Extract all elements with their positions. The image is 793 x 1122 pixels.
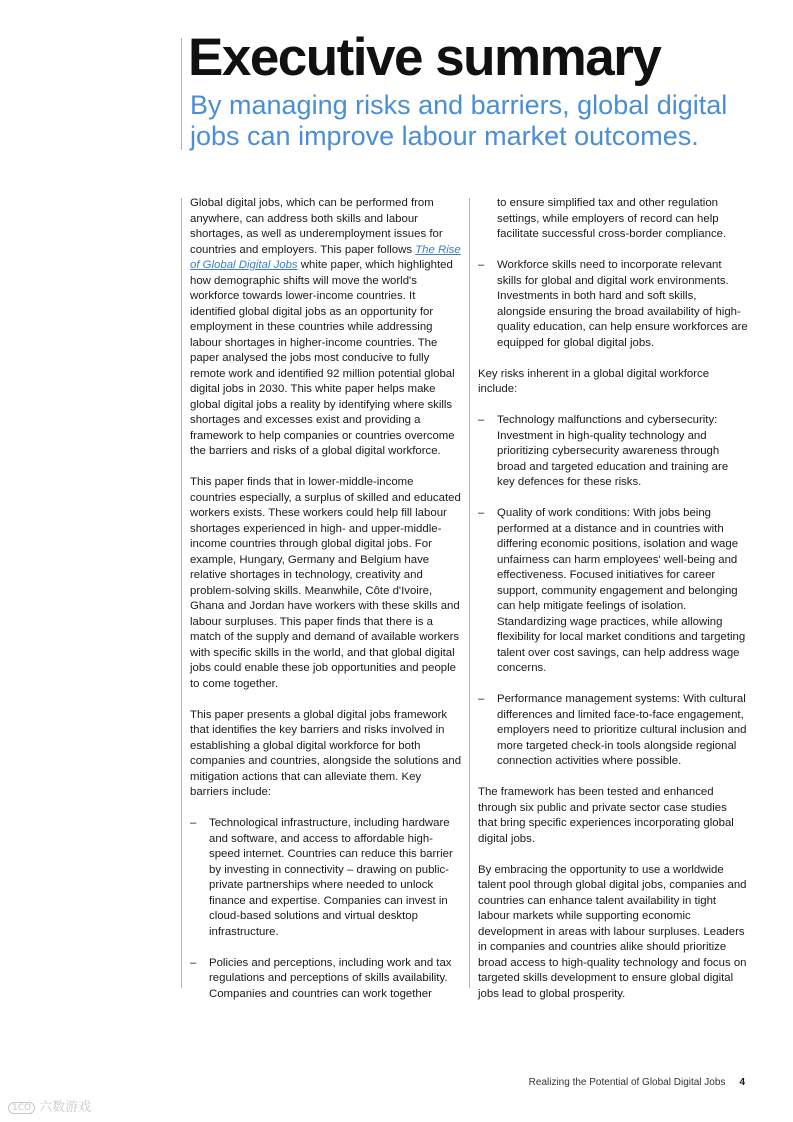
left-column — [190, 196, 462, 1018]
barrier-text: Policies and perceptions, including work and tax regulations and perceptions of skills availability. Companies and countries can work together — [209, 956, 452, 1000]
risk-item-work-conditions — [478, 506, 748, 677]
dash-bullet: – — [190, 956, 197, 969]
findings-paragraph: This paper finds that in lower-middle-income countries especially, a surplus of skilled and educated workers exists. These workers could help fill labour shortages experienced in high- and upper-middle-income countries through global digital jobs. For example, Hungary, Germany and Belgium have relative shortages in technology, creativity and problem-solving skills. Meanwhile, Côte d'Ivoire, Ghana and Jordan have workers with these skills and labour surpluses. This paper finds that there is a match of the supply and demand of available workers with specific skills in the world, and that global digital jobs could enable these job opportunities and people to come together. — [190, 476, 461, 690]
footer-report-title: Realizing the Potential of Global Digital Jobs — [528, 1077, 726, 1088]
risk-text: Performance management systems: With cultural differences and limited face-to-face engagement, employers need to prioritize cultural inclusion and more targeted check-in tools alongside regional connection activities where possible. — [497, 693, 747, 767]
dash-bullet: – — [478, 414, 485, 426]
dash-bullet: – — [478, 693, 485, 705]
intro-text-before-link: Global digital jobs, which can be performed from anywhere, can address both skills and labour shortages, as well as underemployment issues for countries and employers. This paper follows — [190, 197, 443, 256]
framework-paragraph: This paper presents a global digital jobs framework that identifies the key barriers and risks involved in establishing a global digital workforce for both companies and countries, alongside the solutions and mitigation actions that can alleviate them. Key barriers include: — [190, 708, 462, 798]
right-column — [478, 196, 748, 1018]
closing-paragraph: By embracing the opportunity to use a worldwide talent pool through global digital jobs, companies and countries can enhance talent availability in tight labour markets while supporting economic development in areas with labour surpluses. Leaders in companies and countries alike should prioritize broad access to high-quality technology and focus on targeted skills development to ensure global digital jobs lead to global prosperity. — [478, 863, 747, 1000]
risk-text: Quality of work conditions: With jobs being performed at a distance and in countries with differing economic positions, isolation and wage unfairness can harm employees' well-being and effectiveness. Focused initiatives for career support, community engagement and belonging can help mitigate feelings of isolation. Standardizing wage practices, while allowing flexibility for local market conditions and targeting talent over cost savings, can help address wage concerns. — [497, 507, 746, 674]
page-subtitle: By managing risks and barriers, global digital jobs can improve labour market outcomes. — [190, 90, 728, 151]
barrier-item-workforce-skills — [478, 258, 748, 351]
dash-bullet: – — [478, 259, 485, 271]
barrier-continuation: to ensure simplified tax and other regulation settings, while employers of record can help facilitate successful cross-border compliance. — [497, 197, 727, 240]
watermark-logo-icon: 1CO — [8, 1102, 35, 1114]
barrier-text: Technological infrastructure, including hardware and software, and access to affordable high-speed internet. Countries can reduce this barrier by investing in connectivity – drawing on public-private partnerships where needed to unlock finance and expertise. Companies can invest in cloud-based solutions and virtual desktop infrastructure. — [209, 817, 453, 938]
barrier-item-policies — [190, 956, 462, 1003]
column-divider — [469, 198, 470, 988]
risk-item-performance — [478, 692, 748, 770]
page-title: Executive summary — [188, 28, 661, 87]
left-column-rule — [181, 198, 182, 988]
risk-item-technology — [478, 413, 748, 491]
dash-bullet: – — [478, 507, 485, 519]
intro-text-after-link: white paper, which highlighted how demographic shifts will move the world's workforce towards lower-income countries. It identified global digital jobs as an opportunity for employment in these countries while addressing labour shortages in higher-income countries. The paper analysed the jobs most conducive to fully remote work and identified 92 million potential global digital jobs in 2030. This white paper helps make global digital jobs a reality by identifying where skills shortages and excesses exist and providing a framework to help companies or countries overcome the barriers and risks of a global digital workforce. — [190, 259, 455, 457]
intro-paragraph — [190, 196, 462, 460]
header-rule — [181, 38, 182, 150]
page-number: 4 — [739, 1077, 745, 1088]
rise-of-global-digital-jobs-link[interactable]: The Rise of Global Digital Jobs — [190, 243, 461, 271]
barrier-item-infrastructure — [190, 816, 462, 940]
page-footer — [529, 1077, 745, 1088]
watermark — [8, 1096, 91, 1115]
framework-tested-paragraph: The framework has been tested and enhanced through six public and private sector case studies that bring specific experiences incorporating global digital jobs. — [478, 786, 734, 845]
dash-bullet: – — [190, 817, 197, 829]
risks-intro: Key risks inherent in a global digital workforce include: — [478, 367, 710, 395]
risk-text: Technology malfunctions and cybersecurity: Investment in high-quality technology and prioritizing cybersecurity awareness through broad and targeted education and training are key defences for these risks. — [497, 414, 729, 488]
watermark-text: 六数游戏 — [39, 1100, 92, 1115]
barrier-text: Workforce skills need to incorporate relevant skills for global and digital work environments. Investments in both hard and soft skills, alongside ensuring the broad availability of high-quality education, can help ensure workforces are equipped for global digital jobs. — [497, 259, 748, 349]
